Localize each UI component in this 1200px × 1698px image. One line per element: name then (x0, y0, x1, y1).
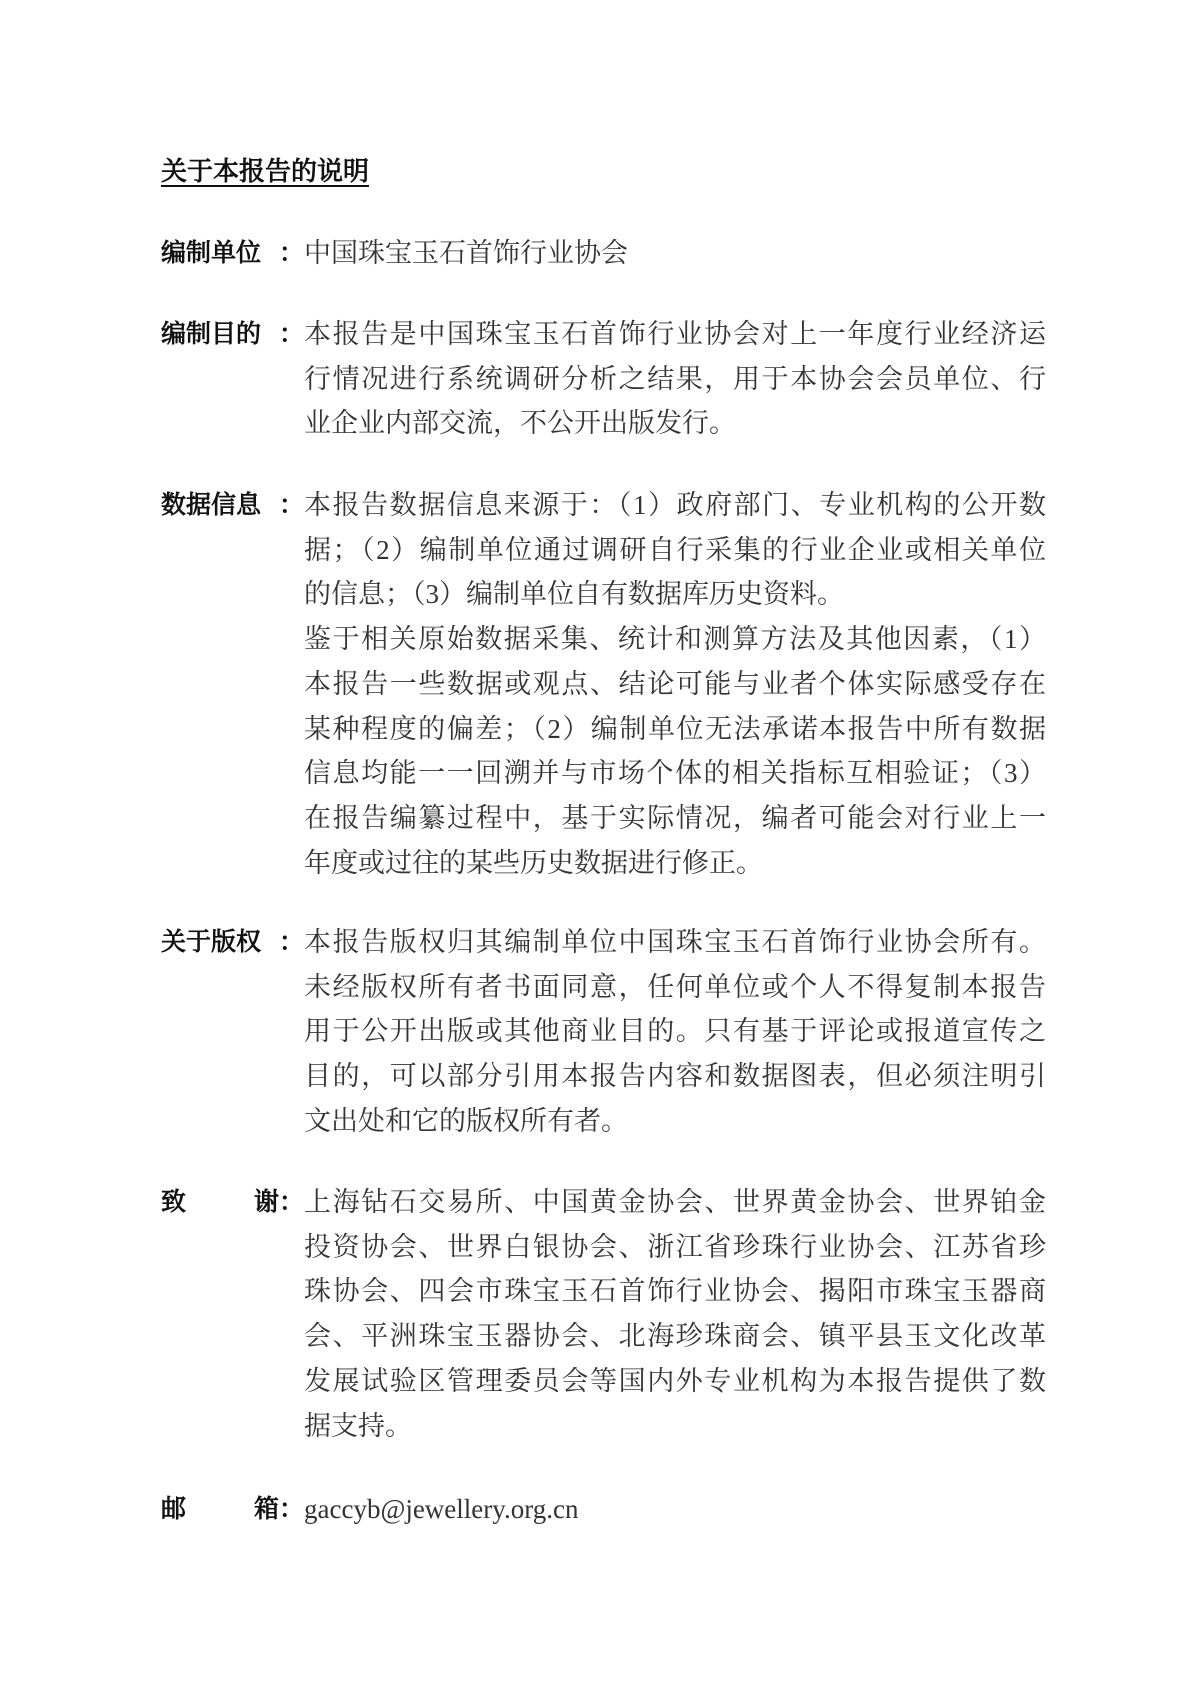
text-line: 未经版权所有者书面同意，任何单位或个人不得复制本报告 (304, 971, 1046, 1002)
label-text: ： (278, 490, 304, 519)
text-line: 本报告数据信息来源于：（1）政府部门、专业机构的公开数 (304, 490, 1046, 520)
text-line: 某种程度的偏差；（2）编制单位无法承诺本报告中所有数据 (304, 713, 1046, 744)
page-title: 关于本报告的说明 (161, 157, 370, 187)
section-label (161, 1180, 304, 1448)
section-body (304, 1487, 1046, 1532)
text-line: 在报告编纂过程中，基于实际情况，编者可能会对行业上一 (304, 802, 1046, 833)
text-line: 鉴于相关原始数据采集、统计和测算方法及其他因素，（1） (304, 624, 1046, 655)
text-line: 年度或过往的某些历史数据进行修正。 (304, 847, 763, 878)
label-text: 谢： (253, 1187, 304, 1216)
text-line: 文出处和它的版权所有者。 (304, 1105, 628, 1136)
section-copyright (161, 920, 1046, 1144)
label-text: 邮 (161, 1494, 187, 1523)
text-line: 中国珠宝玉石首饰行业协会 (304, 238, 628, 268)
label-text: 致 (161, 1187, 187, 1216)
label-text: 编制目的 (161, 319, 262, 348)
text-line: 本报告是中国珠宝玉石首饰行业协会对上一年度行业经济运 (304, 319, 1046, 349)
label-text: 箱： (253, 1494, 304, 1523)
section-label (161, 312, 304, 446)
section-label (161, 920, 304, 1144)
section-label (161, 483, 304, 885)
section-body (304, 1180, 1046, 1448)
text-line: 发展试验区管理委员会等国内外专业机构为本报告提供了数 (304, 1365, 1046, 1396)
section-thanks (161, 1180, 1046, 1448)
section-label (161, 1487, 304, 1532)
text-line: 用于公开出版或其他商业目的。只有基于评论或报道宣传之 (304, 1016, 1046, 1047)
text-line: 的信息；（3）编制单位自有数据库历史资料。 (304, 579, 844, 610)
section-body (304, 483, 1046, 885)
section-label (161, 231, 304, 276)
text-line: 上海钻石交易所、中国黄金协会、世界黄金协会、世界铂金 (304, 1187, 1046, 1217)
text-line: 目的，可以部分引用本报告内容和数据图表，但必须注明引 (304, 1061, 1046, 1092)
text-line: 投资协会、世界白银协会、浙江省珍珠行业协会、江苏省珍 (304, 1231, 1046, 1262)
section-data-info (161, 483, 1046, 885)
label-text: 关于版权 (161, 927, 262, 956)
label-text: 数据信息 (161, 490, 262, 519)
label-text: ： (278, 319, 304, 348)
text-line: 业企业内部交流，不公开出版发行。 (304, 408, 736, 439)
text-line: 本报告一些数据或观点、结论可能与业者个体实际感受存在 (304, 668, 1046, 699)
text-line: 会、平洲珠宝玉器协会、北海珍珠商会、镇平县玉文化改革 (304, 1321, 1046, 1352)
text-line: 本报告版权归其编制单位中国珠宝玉石首饰行业协会所有。 (304, 927, 1046, 957)
section-body (304, 312, 1046, 446)
email-address[interactable]: gaccyb@jewellery.org.cn (304, 1494, 579, 1524)
label-text: ： (278, 238, 304, 267)
text-line: 信息均能一一回溯并与市场个体的相关指标互相验证；（3） (304, 758, 1046, 789)
section-email (161, 1487, 1046, 1532)
section-purpose (161, 312, 1046, 446)
section-body (304, 920, 1046, 1144)
text-line: 据；（2）编制单位通过调研自行采集的行业企业或相关单位 (304, 534, 1046, 565)
label-text: ： (278, 927, 304, 956)
section-compiler (161, 231, 1046, 276)
text-line: 据支持。 (304, 1410, 412, 1441)
section-body (304, 231, 1046, 276)
label-text: 编制单位 (161, 238, 262, 267)
text-line: 珠协会、四会市珠宝玉石首饰行业协会、揭阳市珠宝玉器商 (304, 1276, 1046, 1307)
text-line: 行情况进行系统调研分析之结果，用于本协会会员单位、行 (304, 363, 1046, 394)
